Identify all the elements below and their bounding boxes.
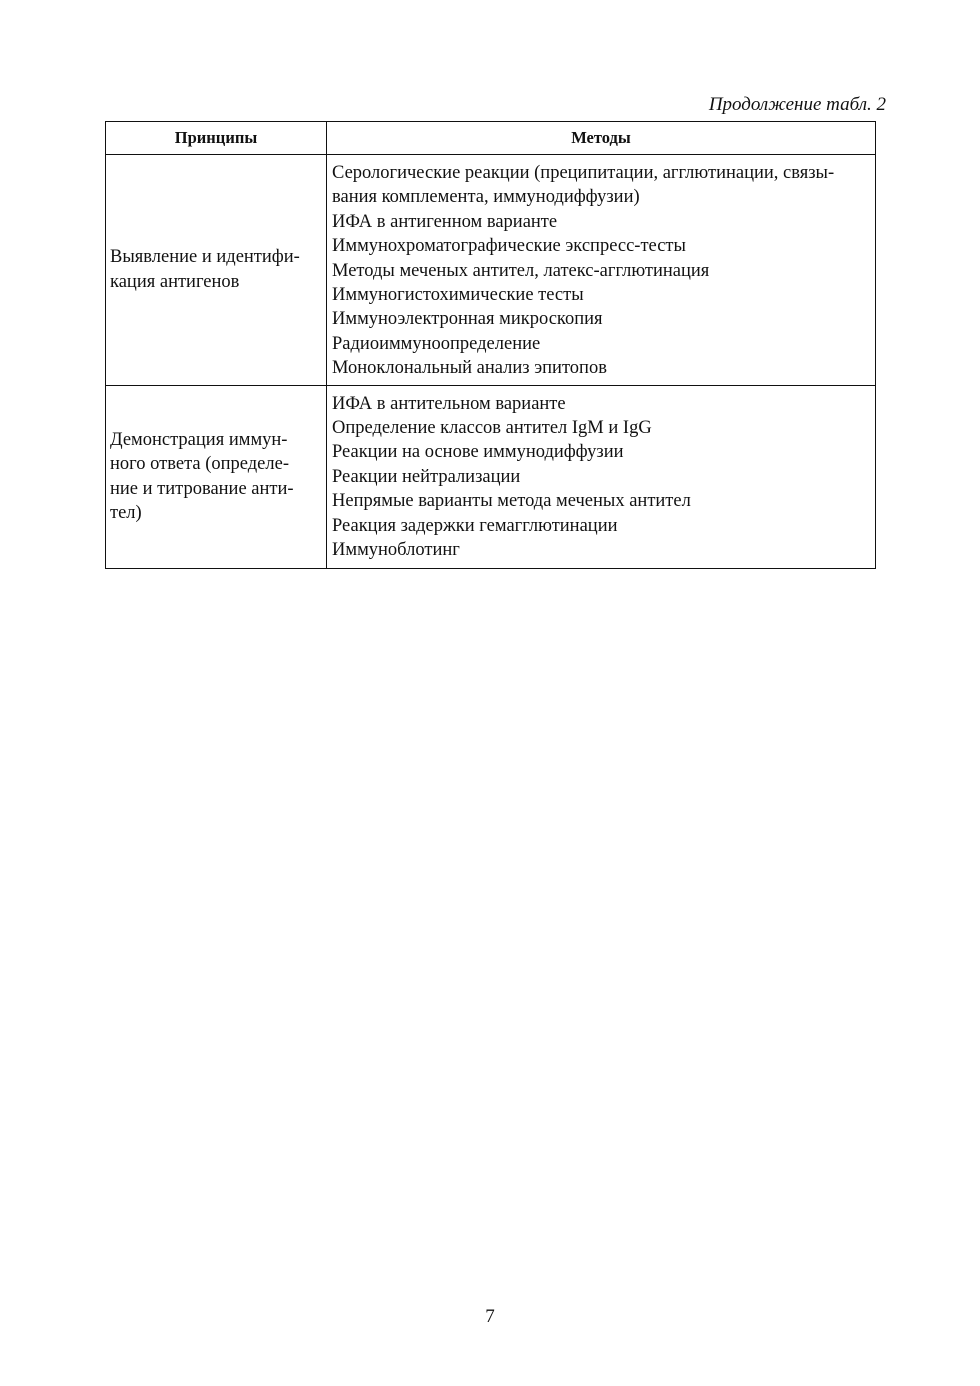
principle-line: тел) <box>110 502 142 523</box>
table-header-row <box>106 122 876 155</box>
method-line: Иммуногистохимические тесты <box>332 285 584 306</box>
methods-cell <box>327 155 876 386</box>
principle-line: Демонстрация иммун- <box>110 429 288 450</box>
method-line: Радиоиммуноопределение <box>332 333 541 354</box>
methods-cell <box>327 385 876 568</box>
header-principles: Принципы <box>106 122 327 155</box>
method-line: Моноклональный анализ эпитопов <box>332 358 607 379</box>
method-line: Определение классов антител IgM и IgG <box>332 418 652 439</box>
table-row <box>106 385 876 568</box>
method-line: Иммуноэлектронная микроскопия <box>332 309 603 330</box>
principle-cell <box>106 155 327 386</box>
method-line: Реакция задержки гемагглютинации <box>332 515 618 536</box>
method-line: Методы меченых антител, латекс-агглютинация <box>332 260 710 281</box>
page-number: 7 <box>485 1306 495 1327</box>
principle-line: кация антигенов <box>110 271 240 292</box>
method-line: Непрямые варианты метода меченых антител <box>332 491 691 512</box>
method-line: Иммуноблотинг <box>332 540 460 561</box>
principle-cell <box>106 385 327 568</box>
method-line: Иммунохроматографические экспресс-тесты <box>332 236 686 257</box>
principle-line: Выявление и идентифи- <box>110 247 300 268</box>
table-row <box>106 155 876 386</box>
method-line: Реакции нейтрализации <box>332 466 521 487</box>
method-line: вания комплемента, иммунодиффузии) <box>332 187 640 208</box>
principle-line: ние и титрование анти- <box>110 478 294 499</box>
method-line: ИФА в антигенном варианте <box>332 211 558 232</box>
principle-line: ного ответа (определе- <box>110 454 289 475</box>
table-continuation-caption: Продолжение табл. 2 <box>708 94 886 115</box>
methods-table <box>105 121 876 569</box>
method-line: ИФА в антительном варианте <box>332 393 566 414</box>
header-methods: Методы <box>327 122 876 155</box>
method-line: Серологические реакции (преципитации, агглютинации, связы- <box>332 163 835 183</box>
method-line: Реакции на основе иммунодиффузии <box>332 442 624 463</box>
